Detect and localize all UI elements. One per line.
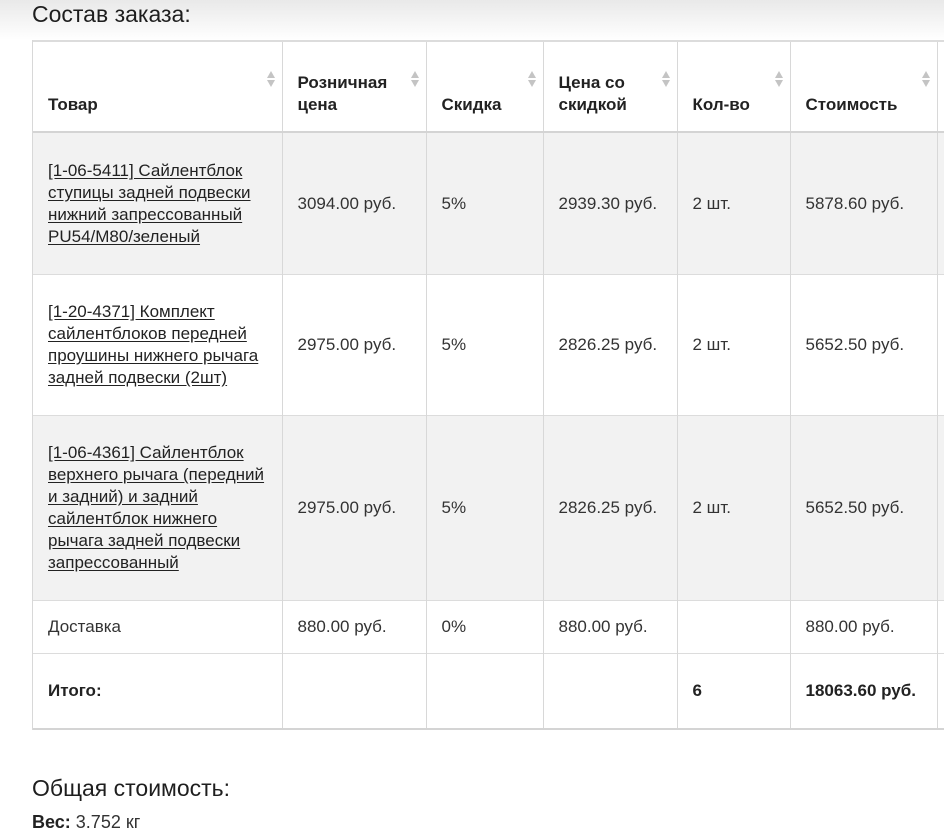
delivery-label: Доставка: [33, 601, 282, 654]
total-cost: 18063.60 руб.: [790, 654, 937, 730]
total-qty: 6: [677, 654, 790, 730]
cost-cell: 880.00 руб.: [790, 601, 937, 654]
extra-cell: [937, 416, 944, 601]
table-row: [33, 416, 944, 601]
summary-section-title: Общая стоимость:: [32, 775, 231, 801]
order-table: [33, 40, 944, 730]
total-label: Итого:: [33, 654, 282, 730]
table-row: [33, 132, 944, 275]
extra-cell: [937, 654, 944, 730]
sort-arrows-icon[interactable]: [410, 71, 420, 89]
sort-arrows-icon[interactable]: [527, 71, 537, 89]
weight-label: Вес:: [32, 812, 71, 832]
column-header-retail-price[interactable]: [282, 41, 426, 132]
column-header-product[interactable]: [33, 41, 282, 132]
column-header-label: Розничная цена: [297, 73, 388, 114]
empty-cell: [426, 654, 543, 730]
sort-arrows-icon[interactable]: [266, 71, 276, 89]
sort-arrows-icon[interactable]: [921, 71, 931, 89]
extra-cell: [937, 601, 944, 654]
product-cell: [33, 132, 282, 275]
cost-cell: 5652.50 руб.: [790, 416, 937, 601]
product-cell: [33, 416, 282, 601]
discounted-price-cell: 2826.25 руб.: [543, 275, 677, 416]
qty-cell: [677, 601, 790, 654]
extra-cell: [937, 275, 944, 416]
discount-cell: 5%: [426, 416, 543, 601]
weight-info: [32, 812, 140, 833]
column-header-discount[interactable]: [426, 41, 543, 132]
empty-cell: [282, 654, 426, 730]
column-header-label: Товар: [48, 95, 98, 114]
column-header-label: Цена со скидкой: [558, 73, 627, 114]
cost-cell: 5878.60 руб.: [790, 132, 937, 275]
total-row: [33, 654, 944, 730]
column-header-cost[interactable]: [790, 41, 937, 132]
sort-arrows-icon[interactable]: [661, 71, 671, 89]
delivery-row: [33, 601, 944, 654]
cost-cell: 5652.50 руб.: [790, 275, 937, 416]
column-header-discounted-price[interactable]: [543, 41, 677, 132]
weight-value: 3.752 кг: [75, 812, 141, 832]
column-header-label: Кол-во: [692, 95, 750, 114]
discount-cell: 0%: [426, 601, 543, 654]
retail-price-cell: 880.00 руб.: [282, 601, 426, 654]
column-header-qty[interactable]: [677, 41, 790, 132]
retail-price-cell: 3094.00 руб.: [282, 132, 426, 275]
product-cell: [33, 275, 282, 416]
qty-cell: 2 шт.: [677, 132, 790, 275]
discount-cell: 5%: [426, 275, 543, 416]
extra-cell: [937, 132, 944, 275]
discount-cell: 5%: [426, 132, 543, 275]
discounted-price-cell: 2826.25 руб.: [543, 416, 677, 601]
sort-arrows-icon[interactable]: [774, 71, 784, 89]
table-header-row: [33, 41, 944, 132]
empty-cell: [543, 654, 677, 730]
discounted-price-cell: 2939.30 руб.: [543, 132, 677, 275]
product-link[interactable]: [1-06-4361] Сайлентблок верхнего рычага (передний и задний) и задний сайлентблок нижнего рычага задней подвески запрессованный: [48, 443, 265, 572]
order-table-container: [32, 40, 944, 730]
qty-cell: 2 шт.: [677, 416, 790, 601]
order-section-title: Состав заказа:: [32, 1, 191, 27]
qty-cell: 2 шт.: [677, 275, 790, 416]
column-header-extra: [937, 41, 944, 132]
product-link[interactable]: [1-06-5411] Сайлентблок ступицы задней подвески нижний запрессованный PU54/M80/зеленый: [48, 160, 251, 246]
table-row: [33, 275, 944, 416]
product-link[interactable]: [1-20-4371] Комплект сайлентблоков передней проушины нижнего рычага задней подвески (2шт): [48, 302, 259, 387]
retail-price-cell: 2975.00 руб.: [282, 275, 426, 416]
column-header-label: Скидка: [441, 95, 502, 114]
discounted-price-cell: 880.00 руб.: [543, 601, 677, 654]
retail-price-cell: 2975.00 руб.: [282, 416, 426, 601]
column-header-label: Стоимость: [805, 95, 898, 114]
